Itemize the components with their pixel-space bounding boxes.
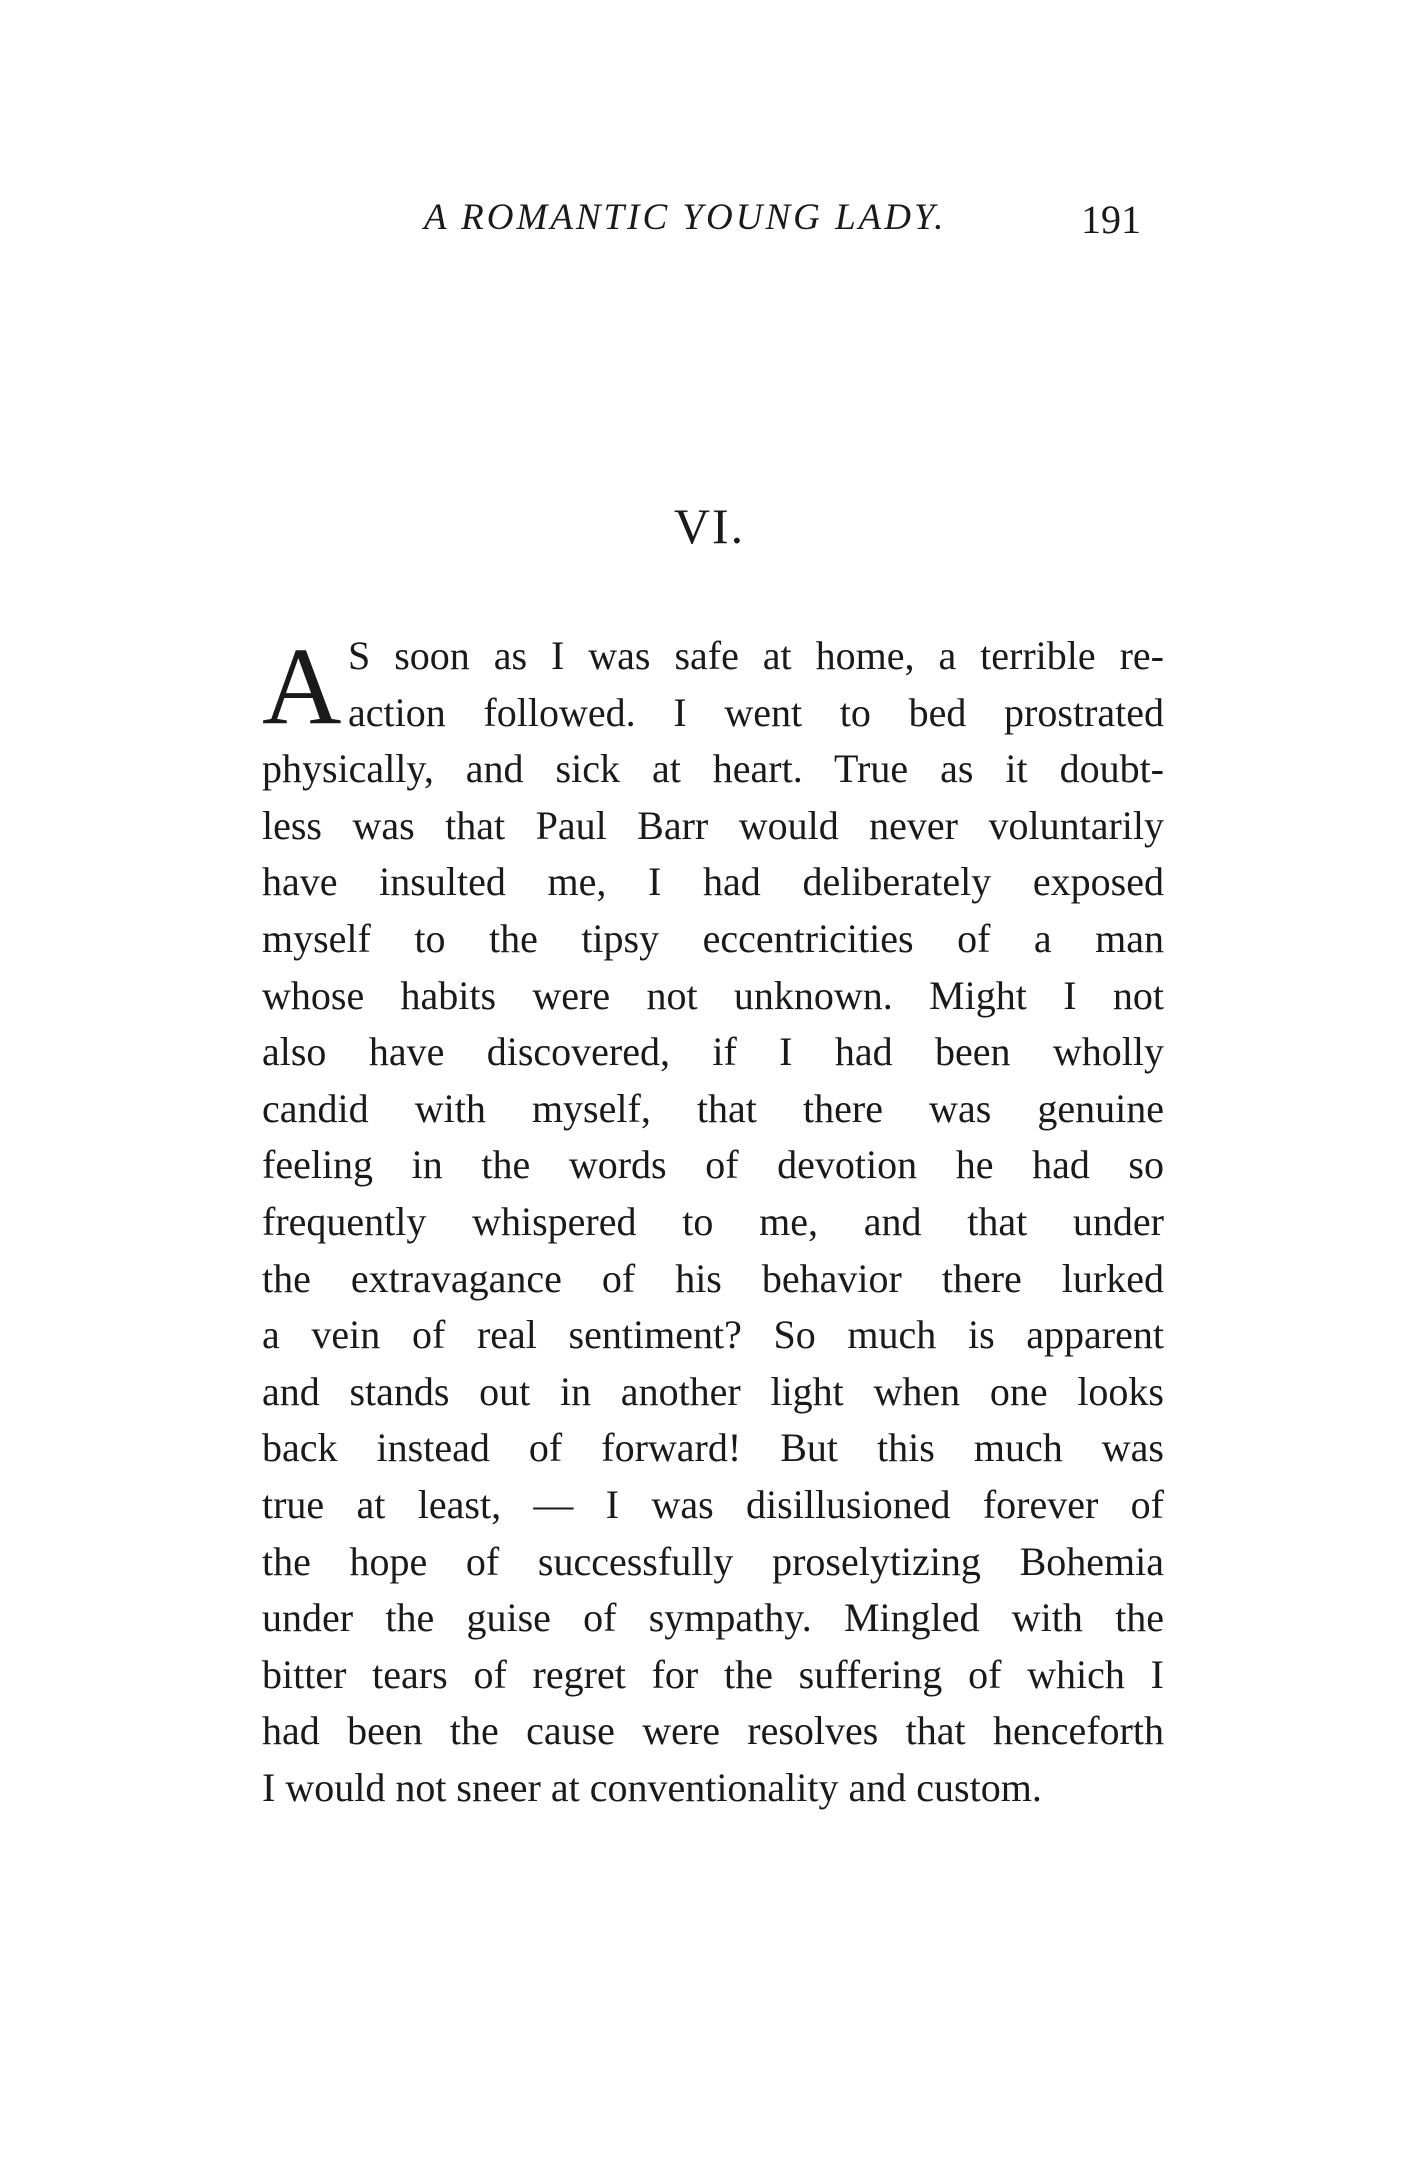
text-line: frequently whispered to me, and that under (262, 1198, 1164, 1244)
body-paragraph (262, 625, 1164, 1816)
text-line: have insulted me, I had deliberately exposed (262, 859, 1164, 905)
drop-cap: A (262, 625, 342, 747)
text-line: physically, and sick at heart. True as it doubt- (262, 746, 1164, 792)
text-line: myself to the tipsy eccentricities of a man (262, 915, 1164, 961)
text-line: candid with myself, that there was genuine (262, 1085, 1164, 1131)
text-line: a vein of real sentiment? So much is apparent (262, 1312, 1164, 1358)
running-head (260, 196, 1160, 246)
text-line: S soon as I was safe at home, a terrible re- (348, 633, 1164, 678)
text-line: true at least, — I was disillusioned forever of (262, 1481, 1164, 1527)
text-line: and stands out in another light when one looks (262, 1368, 1164, 1414)
text-line: also have discovered, if I had been wholly (262, 1029, 1164, 1075)
text-line: less was that Paul Barr would never voluntarily (262, 802, 1164, 848)
text-line: bitter tears of regret for the suffering of which I (262, 1651, 1164, 1697)
text-line: back instead of forward! But this much was (262, 1425, 1164, 1471)
text-line: feeling in the words of devotion he had so (262, 1142, 1164, 1188)
text-line: under the guise of sympathy. Mingled with the (262, 1595, 1164, 1641)
opening-lines (262, 625, 1164, 747)
page-number: 191 (1081, 197, 1141, 242)
text-line: the hope of successfully proselytizing Bohemia (262, 1538, 1164, 1584)
text-line: action followed. I went to bed prostrated (348, 689, 1164, 735)
running-title: A ROMANTIC YOUNG LADY. (424, 197, 947, 238)
text-line: whose habits were not unknown. Might I not (262, 972, 1164, 1018)
text-line: I would not sneer at conventionality and custom. (262, 1764, 1042, 1810)
text-line: the extravagance of his behavior there lurked (262, 1255, 1164, 1301)
text-line: had been the cause were resolves that henceforth (262, 1708, 1164, 1754)
chapter-heading: VI. (673, 498, 746, 554)
